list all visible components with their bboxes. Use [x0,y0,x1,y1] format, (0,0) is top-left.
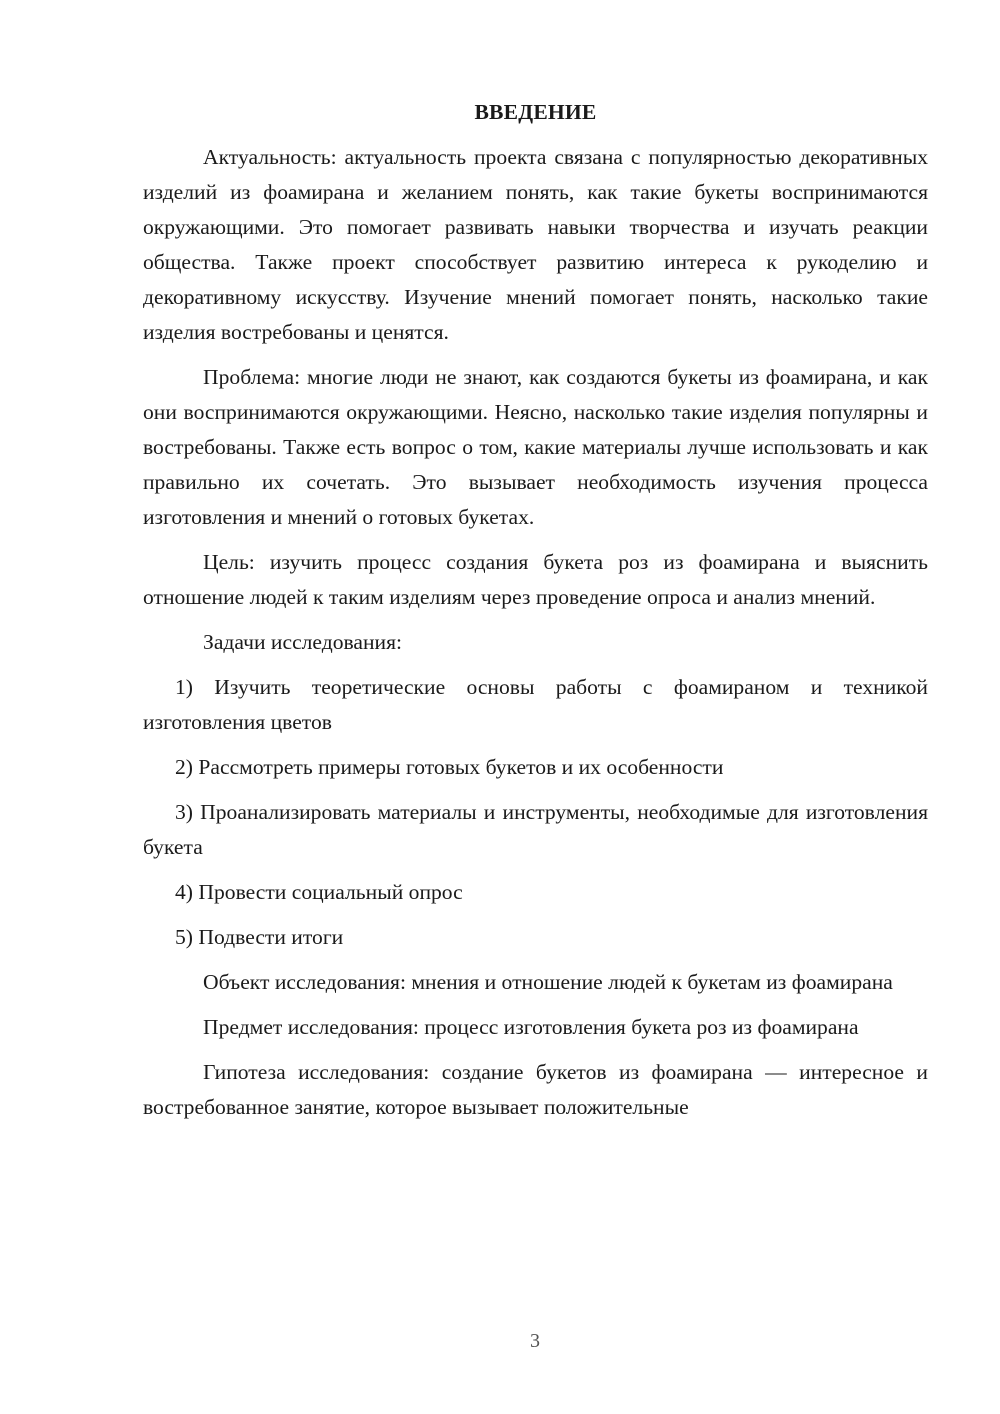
paragraph-goal: Цель: изучить процесс создания букета роз из фоамирана и выяснить отношение людей к таким изделиям через проведение опроса и анализ мнений. [143,550,928,609]
paragraph-relevance: Актуальность: актуальность проекта связана с популярностью декоративных изделий из фоамирана и желанием понять, как такие букеты воспринимаются окружающими. Это помогает развивать навыки творчества и изучать реакции общества. Также проект способствует развитию интереса к рукоделию и декоративному искусству. Изучение мнений помогает понять, насколько такие изделия востребованы и ценятся. [143,145,928,344]
page-number: 3 [530,1330,540,1352]
task-item-1: 1) Изучить теоретические основы работы с фоамираном и техникой изготовления цветов [143,675,928,734]
task-item-2: 2) Рассмотреть примеры готовых букетов и их особенности [175,755,724,779]
paragraph-subject: Предмет исследования: процесс изготовления букета роз из фоамирана [203,1015,859,1039]
task-item-3: 3) Проанализировать материалы и инструменты, необходимые для изготовления букета [143,800,928,859]
section-title: ВВЕДЕНИЕ [474,100,597,124]
paragraph-problem: Проблема: многие люди не знают, как создаются букеты из фоамирана, и как они воспринимаются окружающими. Неясно, насколько такие изделия популярны и востребованы. Также есть вопрос о том, какие материалы лучше использовать и как правильно их сочетать. Это вызывает необходимость изучения процесса изготовления и мнений о готовых букетах. [143,365,928,529]
page-content [143,95,928,1125]
task-item-4: 4) Провести социальный опрос [175,880,463,904]
paragraph-object: Объект исследования: мнения и отношение людей к букетам из фоамирана [203,970,893,994]
tasks-heading: Задачи исследования: [203,630,403,654]
paragraph-hypothesis: Гипотеза исследования: создание букетов из фоамирана — интересное и востребованное занятие, которое вызывает положительные [143,1060,928,1119]
task-item-5: 5) Подвести итоги [175,925,344,949]
